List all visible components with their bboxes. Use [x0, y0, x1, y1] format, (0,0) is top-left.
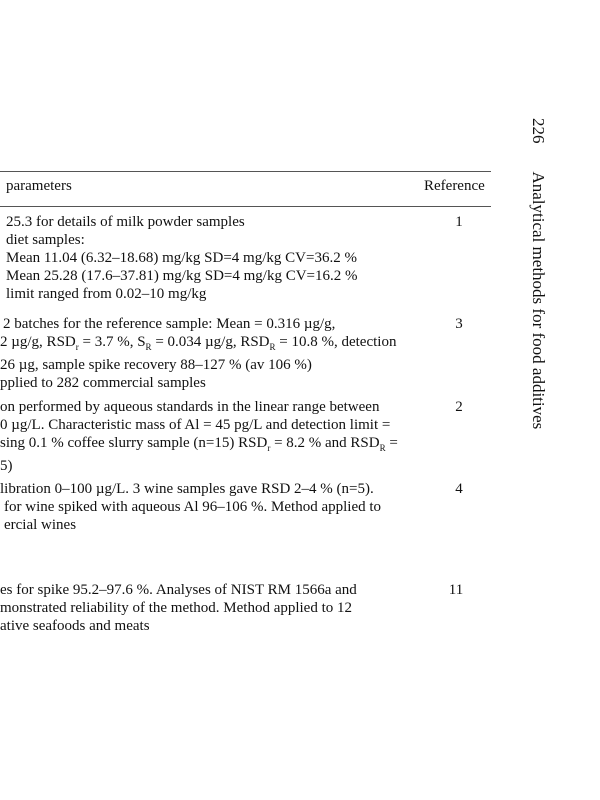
row-line: libration 0–100 µg/L. 3 wine samples gave RSD 2–4 % (n=5).: [0, 481, 374, 497]
row-line: pplied to 282 commercial samples: [0, 375, 206, 391]
table-header-rule: [0, 206, 491, 207]
row-line: ercial wines: [4, 517, 77, 533]
table-row-reference: 4: [455, 481, 463, 497]
column-header-reference: Reference: [424, 178, 485, 194]
row-line: monstrated reliability of the method. Method applied to 12: [0, 600, 353, 616]
table-row-parameters: [0, 581, 440, 635]
table-row-parameters: [0, 315, 440, 392]
table-row-parameters: [0, 480, 440, 534]
row-line: for wine spiked with aqueous Al 96–106 %. Method applied to: [4, 499, 382, 515]
table-row-parameters: [0, 398, 440, 475]
table-row-reference: 2: [455, 399, 463, 415]
row-line: on performed by aqueous standards in the linear range between: [0, 399, 380, 415]
running-title: Analytical methods for food additives: [529, 171, 548, 430]
row-line: 0 µg/L. Characteristic mass of Al = 45 pg/L and detection limit =: [0, 417, 391, 433]
table-row-reference: 11: [448, 582, 464, 598]
column-header-parameters: parameters: [6, 178, 72, 194]
table-row-reference: 3: [455, 316, 463, 332]
table-top-rule: [0, 171, 491, 172]
row-line: Mean 25.28 (17.6–37.81) mg/kg SD=4 mg/kg CV=16.2 %: [6, 268, 358, 284]
row-line: 2 batches for the reference sample: Mean = 0.316 µg/g,: [3, 316, 336, 332]
table-row-parameters: [6, 213, 446, 303]
row-line: Mean 11.04 (6.32–18.68) mg/kg SD=4 mg/kg CV=36.2 %: [6, 250, 357, 266]
row-line: 25.3 for details of milk powder samples: [6, 214, 245, 230]
row-line: diet samples:: [6, 232, 85, 248]
row-line: 5): [0, 458, 13, 474]
row-line: limit ranged from 0.02–10 mg/kg: [6, 286, 207, 302]
row-line: 2 µg/g, $RSD_r = 3.7$ %, $S_R = 0.034$ µg/g, $RSD_R = 10.8$ %, detection: [0, 334, 397, 352]
running-header: [528, 118, 548, 429]
row-line: es for spike 95.2–97.6 %. Analyses of NIST RM 1566a and: [0, 582, 357, 598]
page-number: 226: [529, 118, 548, 144]
row-line: ative seafoods and meats: [0, 618, 150, 634]
row-line: 26 µg, sample spike recovery 88–127 % (av 106 %): [0, 357, 312, 373]
table-row-reference: 1: [455, 214, 463, 230]
row-line: sing 0.1 % coffee slurry sample (n=15) $RSD_r = 8.2$ % and $RSD_R$ =: [0, 435, 398, 453]
